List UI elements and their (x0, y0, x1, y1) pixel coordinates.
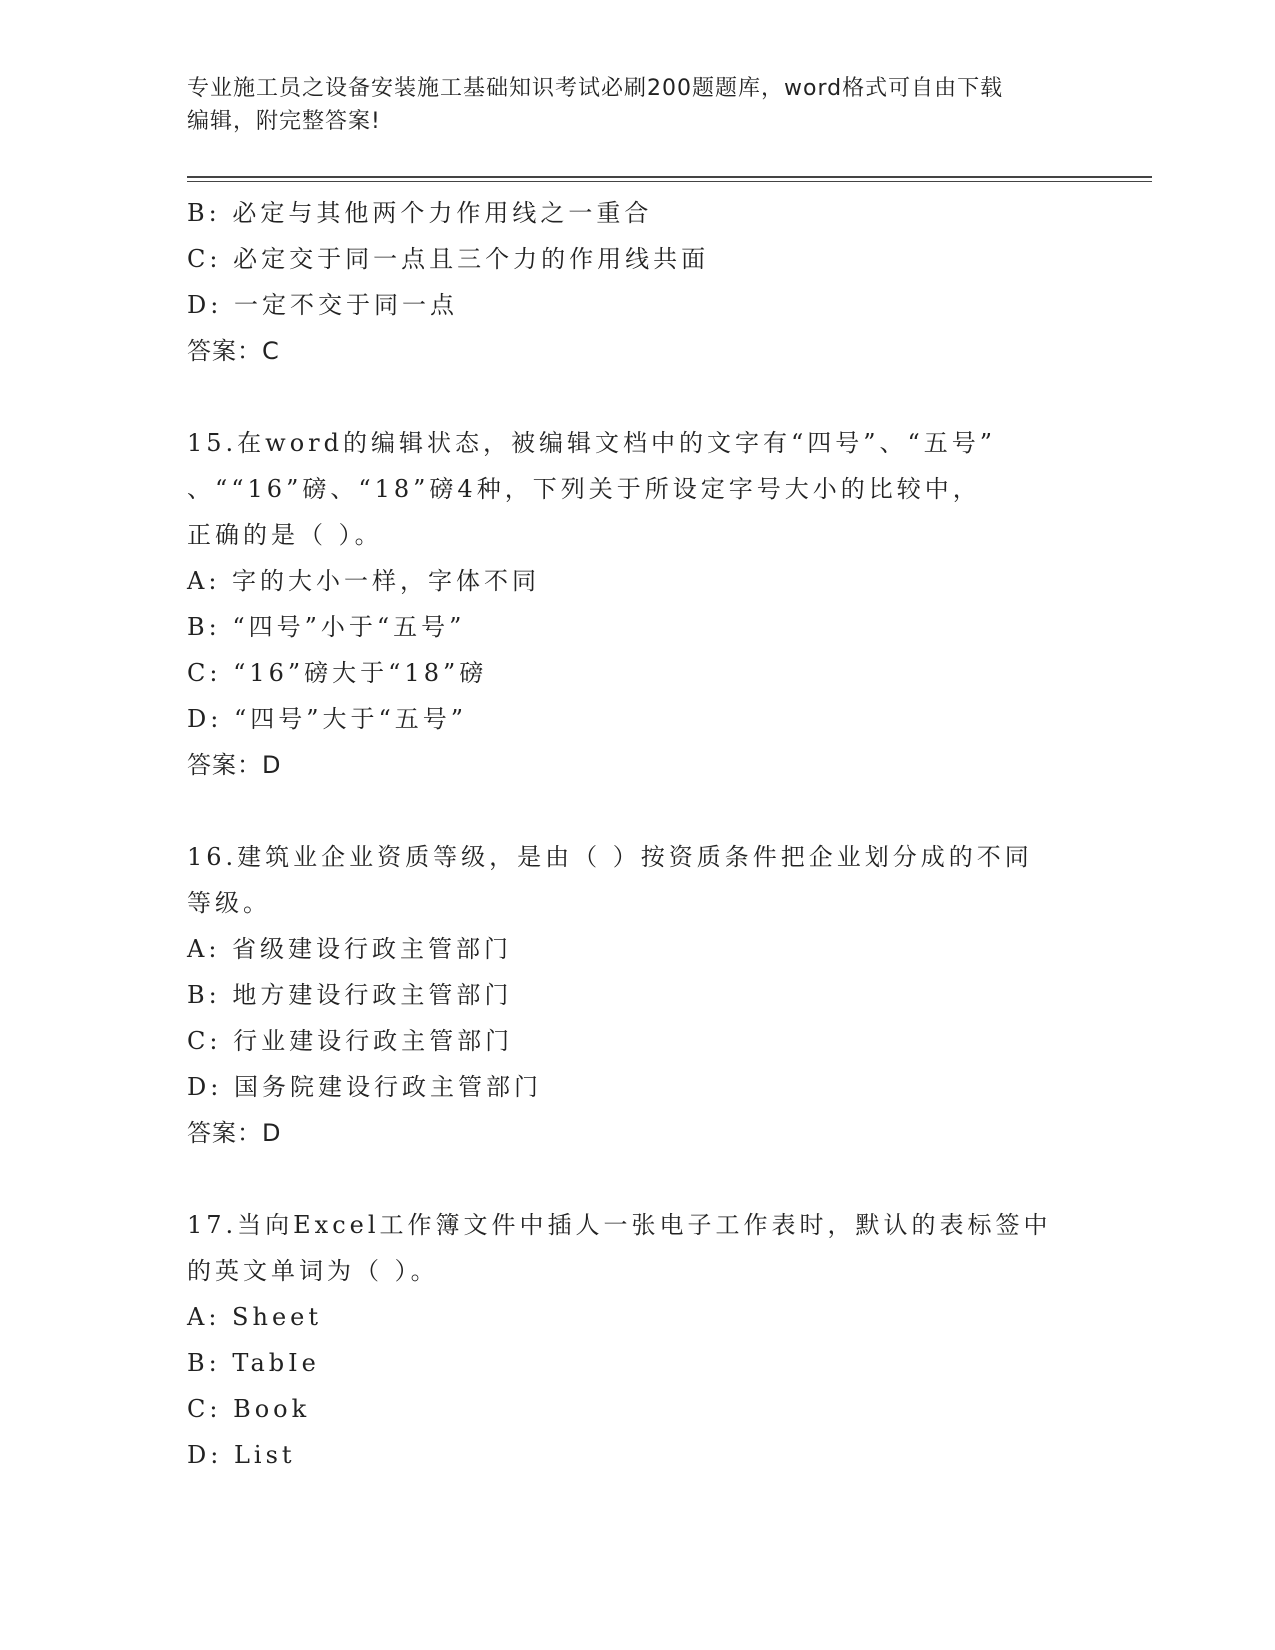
question-stem-line: 等级。 (187, 889, 271, 917)
option-b: B: 地方建设行政主管部门 (187, 981, 513, 1009)
header-divider-thin (187, 181, 1152, 182)
option-a: A: Sheet (187, 1303, 322, 1331)
option-b: B: 必定与其他两个力作用线之一重合 (187, 199, 653, 227)
header-title-line-2: 编辑，附完整答案! (187, 109, 381, 134)
option-c: C: Book (187, 1395, 311, 1423)
option-b: B: “四号”小于“五号” (187, 613, 466, 641)
answer-line: 答案：D (187, 751, 282, 779)
answer-line: 答案：C (187, 337, 280, 365)
option-d: D: 国务院建设行政主管部门 (187, 1073, 542, 1101)
option-a: A: 字的大小一样，字体不同 (187, 567, 541, 595)
option-b: B: TabIe (187, 1349, 320, 1377)
header-title-line-1: 专业施工员之设备安装施工基础知识考试必刷200题题库，word格式可自由下载 (187, 76, 1004, 101)
answer-line: 答案：D (187, 1119, 282, 1147)
option-d: D: “四号”大于“五号” (187, 705, 468, 733)
question-stem-line: 、““16”磅、“18”磅4种，下列关于所设定字号大小的比较中， (187, 475, 981, 503)
spacer (187, 788, 1087, 834)
header-divider-thick (187, 176, 1152, 178)
option-d: D: 一定不交于同一点 (187, 291, 458, 319)
question-14-tail (187, 190, 1087, 374)
option-d: D: List (187, 1441, 296, 1469)
spacer (187, 1156, 1087, 1202)
option-c: C: “16”磅大于“18”磅 (187, 659, 488, 687)
question-stem-line: 16.建筑业企业资质等级，是由（ ）按资质条件把企业划分成的不同 (187, 843, 1033, 871)
question-17 (187, 1202, 1087, 1478)
question-stem-line: 正确的是（ ）。 (187, 521, 383, 549)
question-stem-line: 15.在word的编辑状态，被编辑文档中的文字有“四号”、“五号” (187, 429, 997, 457)
question-list (187, 190, 1087, 1478)
spacer (187, 374, 1087, 420)
question-stem-line: 的英文单词为（ ）。 (187, 1257, 439, 1285)
option-c: C: 必定交于同一点且三个力的作用线共面 (187, 245, 710, 273)
document-header (187, 72, 1087, 138)
question-stem-line: 17.当向Excel工作簿文件中插人一张电子工作表时，默认的表标签中 (187, 1211, 1052, 1239)
option-c: C: 行业建设行政主管部门 (187, 1027, 514, 1055)
question-16 (187, 834, 1087, 1156)
option-a: A: 省级建设行政主管部门 (187, 935, 513, 963)
question-15 (187, 420, 1087, 788)
